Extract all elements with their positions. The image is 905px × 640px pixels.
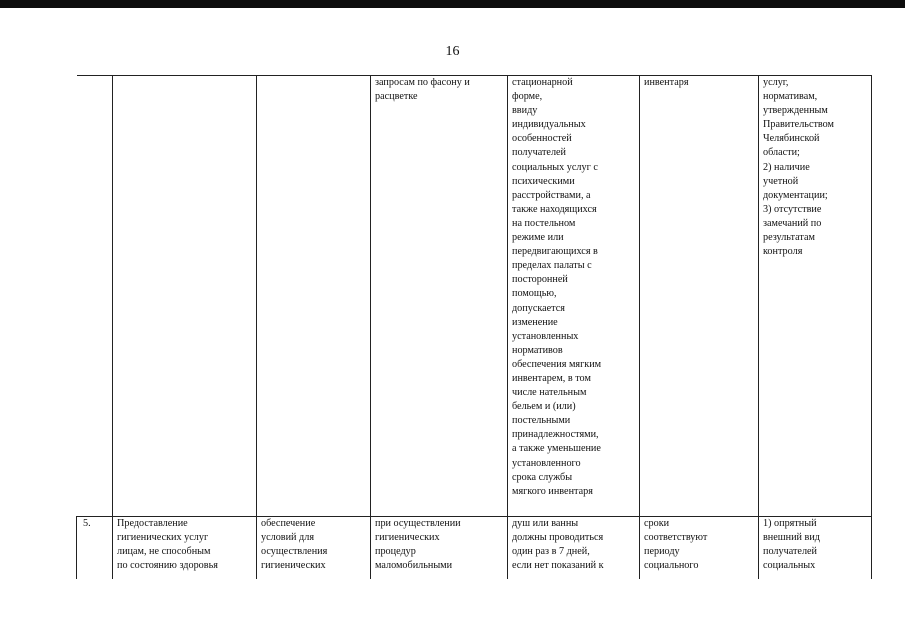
page-number: 16: [445, 44, 460, 59]
cell-service-name: [113, 76, 257, 517]
cell-norms: душ или ванны должны проводиться один раз в 7 дней, если нет показаний к: [508, 517, 640, 580]
cell-terms: сроки соответствуют периоду социального: [640, 517, 759, 580]
cell-quality: 1) опрятный внешний вид получателей социальных: [759, 517, 872, 580]
top-border-bar: [0, 0, 905, 8]
cell-service-content: обеспечение условий для осуществления гигиенических: [257, 517, 371, 580]
cell-quality: услуг, нормативам, утвержденным Правительством Челябинской области; 2) наличие учетной документации; 3) отсутствие замечаний по результатам контроля: [759, 76, 872, 517]
cell-service-name: Предоставление гигиенических услуг лицам, не способным по состоянию здоровья: [113, 517, 257, 580]
cell-norms: стационарной форме, ввиду индивидуальных особенностей получателей социальных услуг с психическими расстройствами, а также находящихся на постельном режиме или передвигающихся в пределах палаты с посторонней помощью, допускается изменение установленных нормативов обеспечения мягким инвентарем, в том числе нательным бельем и (или) постельными принадлежностями, а также уменьшение установленного срока службы мягкого инвентаря: [508, 76, 640, 517]
cell-number: 5.: [77, 517, 113, 580]
cell-terms: инвентаря: [640, 76, 759, 517]
table-row: [77, 76, 872, 517]
table-row: [77, 517, 872, 580]
services-table: [76, 75, 872, 579]
cell-conditions: запросам по фасону и расцветке: [371, 76, 508, 517]
cell-number: [77, 76, 113, 517]
cell-conditions: при осуществлении гигиенических процедур маломобильными: [371, 517, 508, 580]
cell-service-content: [257, 76, 371, 517]
